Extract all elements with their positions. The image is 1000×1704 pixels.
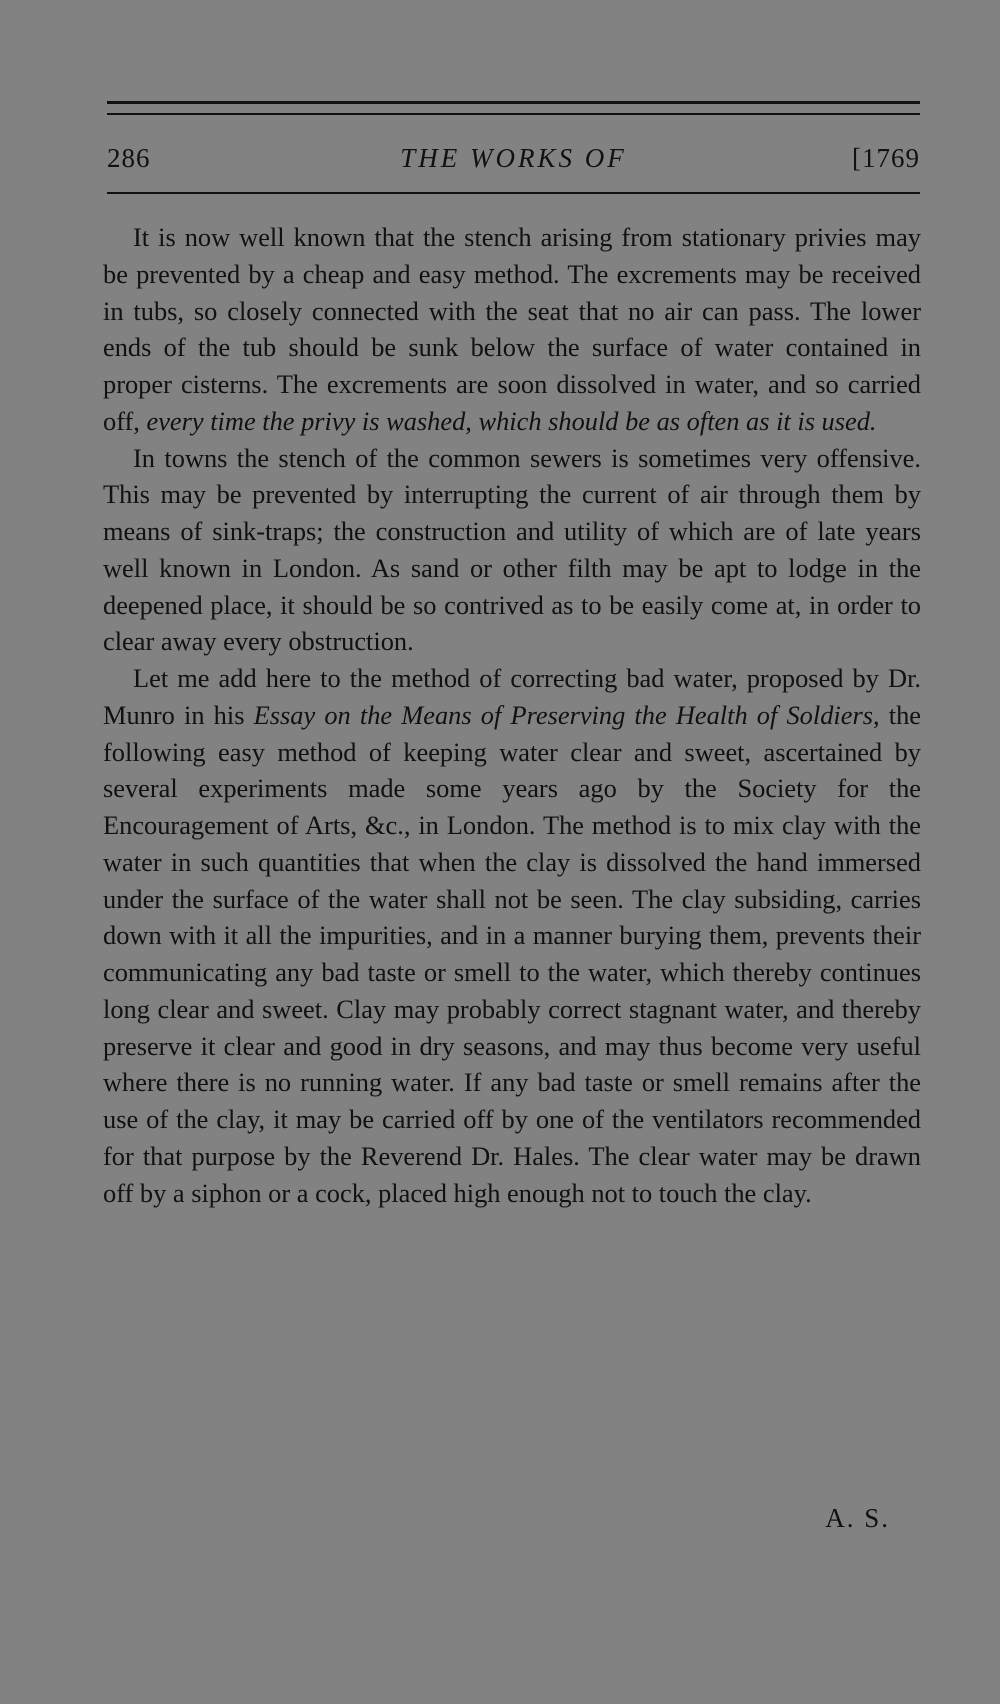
text-segment: In towns the stench of the common sewers is sometimes very offensive. This may be prevented by interrupting the current of air through them by means of sink-traps; the construction and utility of which are of late years well known in London. As sand or other filth may be apt to lodge in the deepened place, it should be so contrived as to be easily come at, in order to clear away every obstruction. bbox=[103, 442, 921, 657]
text-segment: Let me add here to the method of correcting bad water, proposed by Dr. Munro in his bbox=[103, 663, 921, 730]
top-rule-thin bbox=[107, 113, 920, 115]
running-header bbox=[107, 138, 920, 178]
body-text bbox=[103, 219, 921, 1211]
page-number: 286 bbox=[107, 143, 151, 173]
text-segment: It is now well known that the stench arising from stationary privies may be prevented by a cheap and easy method. The excrements may be received in tubs, so closely connected with the seat that no air can pass. The lower ends of the tub should be sunk below the surface of water contained in proper cisterns. The excrements are soon dissolved in water, and so carried off, bbox=[103, 222, 921, 436]
paragraph bbox=[103, 660, 921, 1211]
italic-segment: Essay on the Means of Preserving the Health of Soldiers bbox=[253, 699, 873, 730]
signature: A. S. bbox=[825, 1503, 890, 1533]
header-year: [1769 bbox=[852, 143, 920, 173]
running-title: THE WORKS OF bbox=[400, 143, 627, 173]
italic-segment: every time the privy is washed, which should be as often as it is used. bbox=[146, 405, 877, 436]
paragraph bbox=[103, 440, 921, 661]
paragraph bbox=[103, 219, 921, 440]
header-rule bbox=[107, 192, 920, 194]
top-rule bbox=[107, 101, 920, 104]
text-segment: , the following easy method of keeping water clear and sweet, ascertained by several experiments made some years ago by the Society for the Encouragement of Arts, &c., in London. The method is to mix clay with the water in such quantities that when the clay is dissolved the hand immersed under the surface of the water shall not be seen. The clay subsiding, carries down with it all the impurities, and in a manner burying them, prevents their communicating any bad taste or smell to the water, which thereby continues long clear and sweet. Clay may probably correct stagnant water, and thereby preserve it clear and good in dry seasons, and may thus become very useful where there is no running water. If any bad taste or smell remains after the use of the clay, it may be carried off by one of the ventilators recommended for that purpose by the Reverend Dr. Hales. The clear water may be drawn off by a siphon or a cock, placed high enough not to touch the clay. bbox=[103, 699, 921, 1208]
